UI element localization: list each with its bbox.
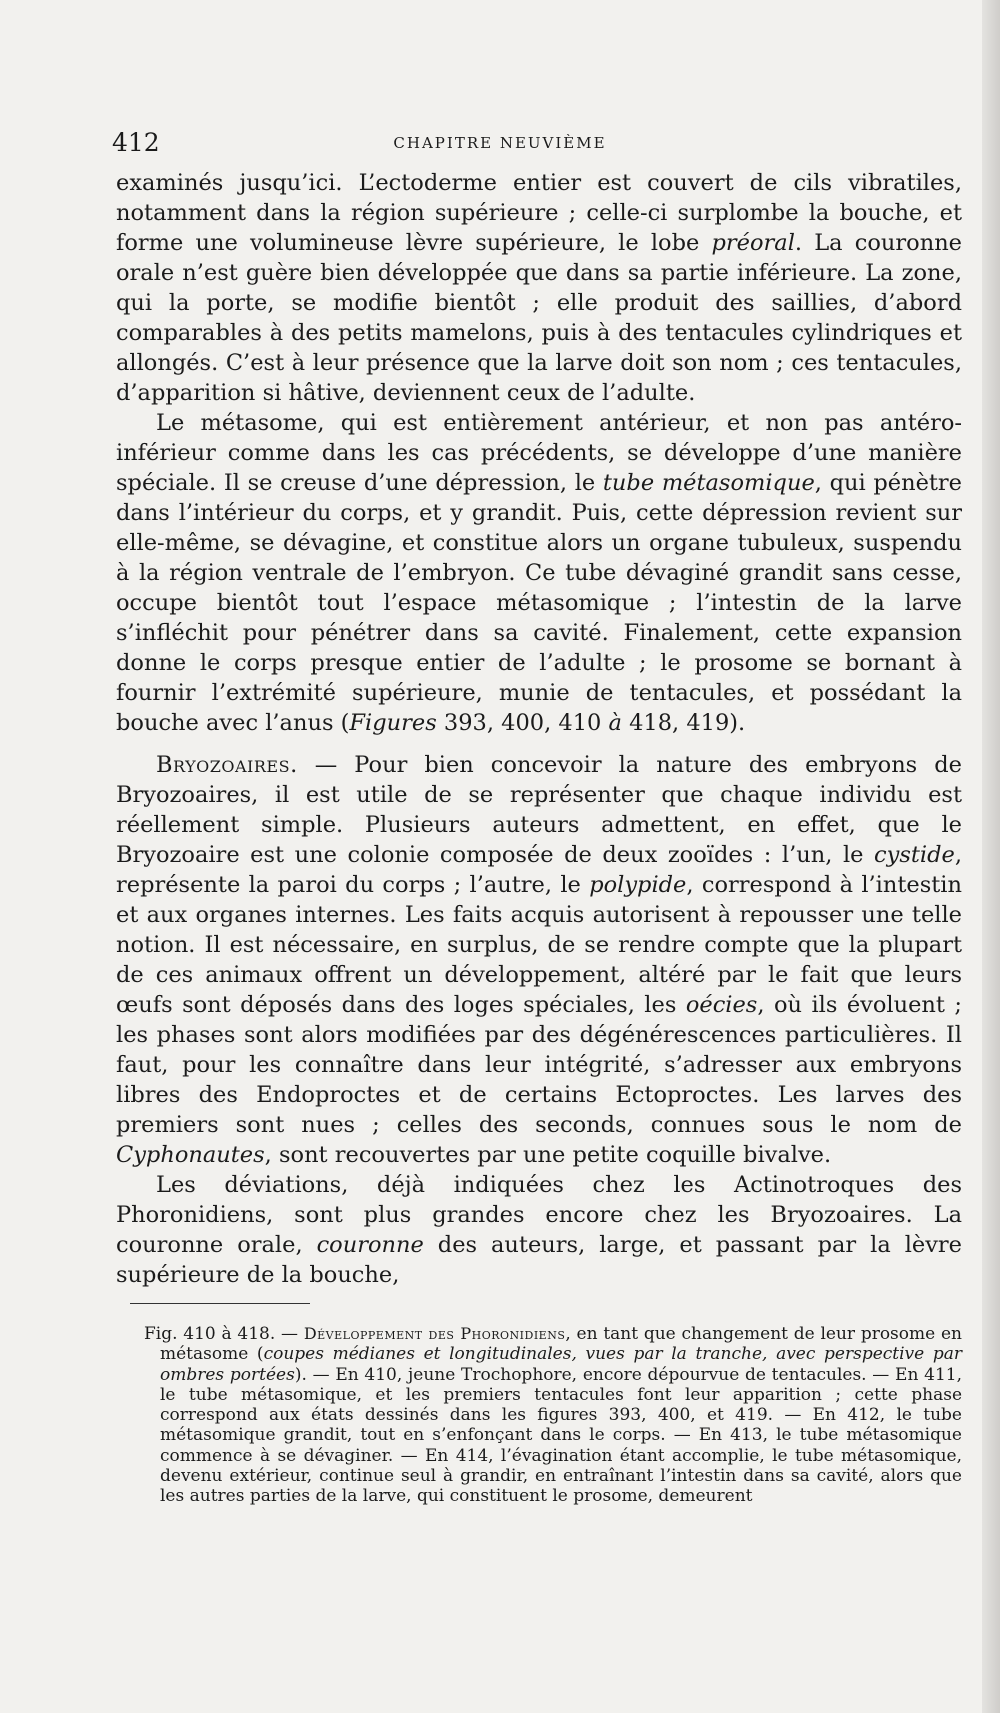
paragraph-1 [116,168,962,408]
paragraph-3 [116,750,962,1170]
figure-footnote [144,1324,962,1507]
running-head: CHAPITRE NEUVIÈME [393,134,607,152]
text-span: — Pour bien concevoir la nature des embryons de Bryozoaires, il est utile de se représenter que chaque individu est réellement simple. Plusieurs auteurs admettent, en effet, que le Bryozoaire est une colonie composée de deux zooïdes : l’un, le [116,752,962,868]
italic-term: tube métasomique [602,470,815,496]
footnote-figure-ref: Fig. 410 à 418. — [144,1324,304,1344]
paragraph-4 [116,1170,962,1290]
text-span: des auteurs, large, et passant par la lèvre supérieure de la bouche, [116,1232,962,1288]
main-text [116,168,962,1290]
page-edge-shadow [982,0,1000,1713]
italic-term: polypide [589,872,687,898]
italic-term: Cyphonautes [116,1142,265,1168]
page-number: 412 [112,128,160,157]
text-span: , en tant que changement de leur prosome en métasome ( [160,1324,962,1365]
italic-term: couronne [316,1232,424,1258]
text-span: Les déviations, déjà indiquées chez les Actinotroques des Phoronidiens, sont plus grandes encore chez les Bryozoaires. La couronne orale, [116,1172,962,1258]
text-span: , où ils évoluent ; les phases sont alors modifiées par des dégénérescences particulières. Il faut, pour les connaître dans leur intégrité, s’adresser aux embryons libres des Endoproctes et de certains Ectoproctes. Les larves des premiers sont nues ; celles des seconds, connues sous le nom de [116,992,962,1138]
italic-term: coupes médianes et longitudinales, vues par la tranche, avec perspective par ombres portées [160,1344,962,1385]
text-span: , sont recouvertes par une petite coquille bivalve. [264,1142,832,1168]
italic-term: oécies [685,992,758,1018]
text-span: , qui pénètre dans l’intérieur du corps, et y grandit. Puis, cette dépression revient sur elle-même, se dévagine, et constitue alors un organe tubuleux, suspendu à la région ventrale de l’embryon. Ce tube dévaginé grandit sans cesse, occupe bientôt tout l’espace métasomique ; l’intestin de la larve s’infléchit pour pénétrer dans sa cavité. Finalement, cette expansion donne le corps presque entier de l’adulte ; le prosome se bornant à fournir l’extrémité supérieure, munie de tentacules, et possédant la bouche avec l’anus ( [116,470,962,736]
text-span: , correspond à l’intestin et aux organes internes. Les faits acquis autorisent à repousser une telle notion. Il est nécessaire, en surplus, de se rendre compte que la plupart de ces animaux offrent un développement, altéré par le fait que leurs œufs sont déposés dans des loges spéciales, les [116,872,962,1018]
italic-term: Figures [349,710,437,736]
text-span: Le métasome, qui est entièrement antérieur, et non pas antéro-inférieur comme dans les cas précédents, se développe d’une manière spéciale. Il se creuse d’une dépression, le [116,410,962,496]
italic-term: cystide [874,842,955,868]
section-heading: Bryozoaires. [156,752,298,778]
text-span: 418, 419). [621,710,746,736]
text-span: . La couronne orale n’est guère bien développée que dans sa partie inférieure. La zone, qui la porte, se modifie bientôt ; elle produit des saillies, d’abord comparables à des petits mamelons, puis à des tentacules cylindriques et allongés. C’est à leur présence que la larve doit son nom ; ces tentacules, d’apparition si hâtive, deviennent ceux de l’adulte. [116,230,962,406]
footnote-rule [130,1303,310,1304]
text-span: 393, 400, 410 [436,710,609,736]
text-span: , représente la paroi du corps ; l’autre, le [116,842,962,898]
footnote-title: Développement des Phoronidiens [303,1324,566,1343]
text-span: ). — En 410, jeune Trochophore, encore dépourvue de tentacules. — En 411, le tube métasomique, et les premiers tentacules font leur apparition ; cette phase correspond aux états dessinés dans les figures 393, 400, et 419. — En 412, le tube métasomique grandit, tout en s’enfonçant dans le corps. — En 413, le tube métasomique commence à se dévaginer. — En 414, l’évagination étant accomplie, le tube métasomique, devenu extérieur, continue seul à grandir, en entraînant l’intestin dans sa cavité, alors que les autres parties de la larve, qui constituent le prosome, demeurent [160,1364,962,1507]
paragraph-2 [116,408,962,738]
italic-term: à [608,710,622,736]
italic-term: préoral [711,230,795,256]
text-span: examinés jusqu’ici. L’ectoderme entier est couvert de cils vibratiles, notamment dans la région supérieure ; celle-ci surplombe la bouche, et forme une volumineuse lèvre supérieure, le lobe [116,170,962,256]
